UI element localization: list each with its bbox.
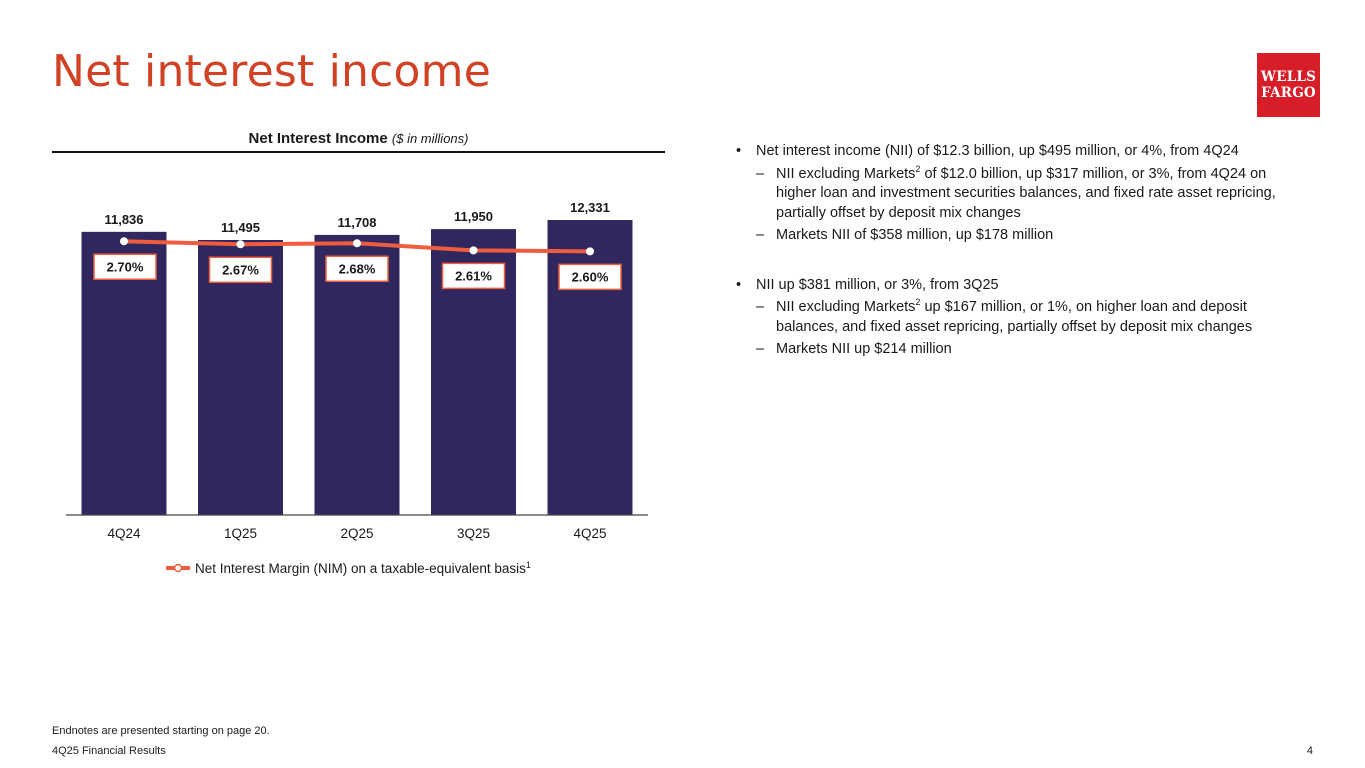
commentary [736, 142, 1301, 363]
chart-title-note: ($ in millions) [391, 131, 469, 146]
sub-bullet: – NII excluding Markets$^2$ of $12.0 billion, up $317 million, or 3%, from 4Q24 on higher loan and investment securities balances, and fixed rate asset repricing, partially offset by deposit mix changes [756, 165, 1301, 224]
logo-line-2: FARGO [1261, 85, 1316, 101]
bullet-text: NII up $381 million, or 3%, from 3Q25 [756, 276, 999, 293]
endnote: Endnotes are presented starting on page 20. [52, 725, 270, 737]
sub-bullet: – NII excluding Markets$^2$ up $167 million, or 1%, on higher loan and deposit balances, and fixed asset repricing, partially offset by deposit mix changes [756, 298, 1301, 337]
bullet-text: Net interest income (NII) of $12.3 billion, up $495 million, or 4%, from 4Q24 [756, 143, 1239, 159]
nim-value-label: 2.67% [222, 262, 259, 278]
nim-value-label: 2.70% [106, 259, 144, 275]
x-tick-label: 1Q25 [223, 526, 258, 541]
sub-bullet: – Markets NII up $214 million [756, 340, 1301, 360]
nim-point [587, 248, 594, 255]
legend-label-superscript: 1 [525, 560, 531, 570]
bar-value-label: 12,331 [570, 200, 610, 215]
nim-point [237, 241, 244, 248]
legend-label-text: Net Interest Margin (NIM) on a taxable-equivalent basis [195, 561, 526, 576]
page-number: 4 [1306, 745, 1313, 757]
bullet-qoq [736, 276, 1301, 360]
x-tick-label: 3Q25 [456, 526, 491, 541]
nim-point [121, 238, 128, 245]
bar-value-label: 11,836 [104, 211, 144, 227]
nim-point [470, 247, 477, 254]
sub-bullet: – Markets NII of $358 million, up $178 million [756, 226, 1301, 246]
logo-line-1: WELLS [1260, 69, 1317, 85]
bar-value-label: 11,950 [453, 209, 494, 225]
wells-fargo-logo [1257, 53, 1320, 117]
bar-value-label: 11,708 [337, 214, 377, 230]
chart-title-main: Net Interest Income [248, 130, 388, 147]
nim-value-label: 2.68% [338, 261, 376, 277]
page-title: Net interest income [52, 46, 491, 97]
nim-point [354, 240, 361, 247]
legend-label [195, 560, 531, 576]
bullet-yoy [736, 142, 1301, 246]
nim-value-label: 2.61% [455, 268, 492, 284]
nim-value-label: 2.60% [571, 269, 609, 285]
x-tick-label: 2Q25 [340, 526, 374, 541]
bar-value-label: 11,495 [220, 220, 261, 235]
legend-point-swatch [175, 565, 182, 572]
footer-report-name: 4Q25 Financial Results [52, 745, 166, 757]
x-tick-label: 4Q25 [573, 526, 607, 541]
nii-chart [0, 0, 700, 600]
x-tick-label: 4Q24 [107, 526, 141, 541]
